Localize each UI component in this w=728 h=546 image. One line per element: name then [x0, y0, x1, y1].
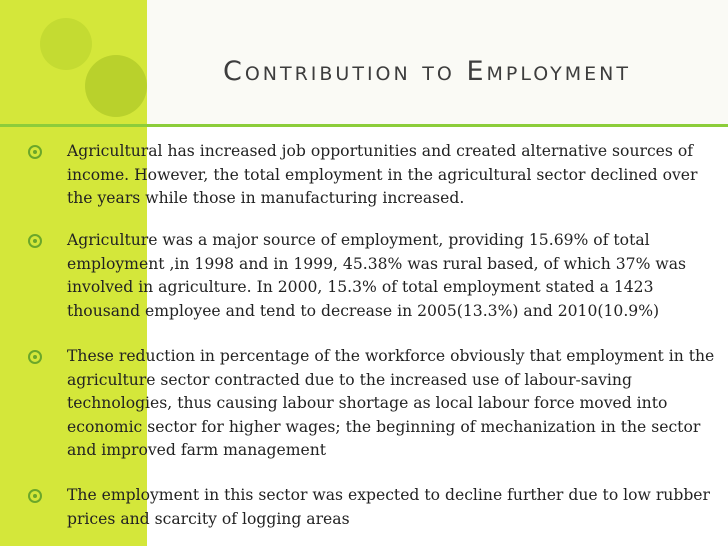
bullet-text-2: Agriculture was a major source of employment, providing 15.69% of total employment ,in 1998 and in 1999, 45.38% was rural based, of which 37% was involved in agriculture. In 2000, 15.3% of total employment stated a 1423 thousand employee and tend to decrease in 2005(13.3%) and 2010(10.9%) [67, 231, 687, 320]
bullet-ring-icon [28, 145, 42, 159]
bullet-ring-icon [28, 350, 42, 364]
bullet-text-3: These reduction in percentage of the workforce obviously that employment in the agriculture sector contracted due to the increased use of labour-saving technologies, thus causing labour shortage as local labour force moved into economic sector for higher wages; the beginning of mechanization in the sector and improved farm management [67, 347, 715, 459]
decorative-circle-large [85, 55, 147, 117]
bullet-ring-icon [28, 489, 42, 503]
slide-title: Contribution to Employment [222, 56, 632, 87]
bullet-text-1: Agricultural has increased job opportunities and created alternative sources of income. However, the total employment in the agricultural sector declined over the years while those in manufacturing increased. [67, 142, 698, 207]
decorative-circle-small [40, 18, 92, 70]
bullet-text-4: The employment in this sector was expected to decline further due to low rubber prices and scarcity of logging areas [67, 486, 710, 528]
title-divider [0, 124, 728, 127]
bullet-ring-icon [28, 234, 42, 248]
